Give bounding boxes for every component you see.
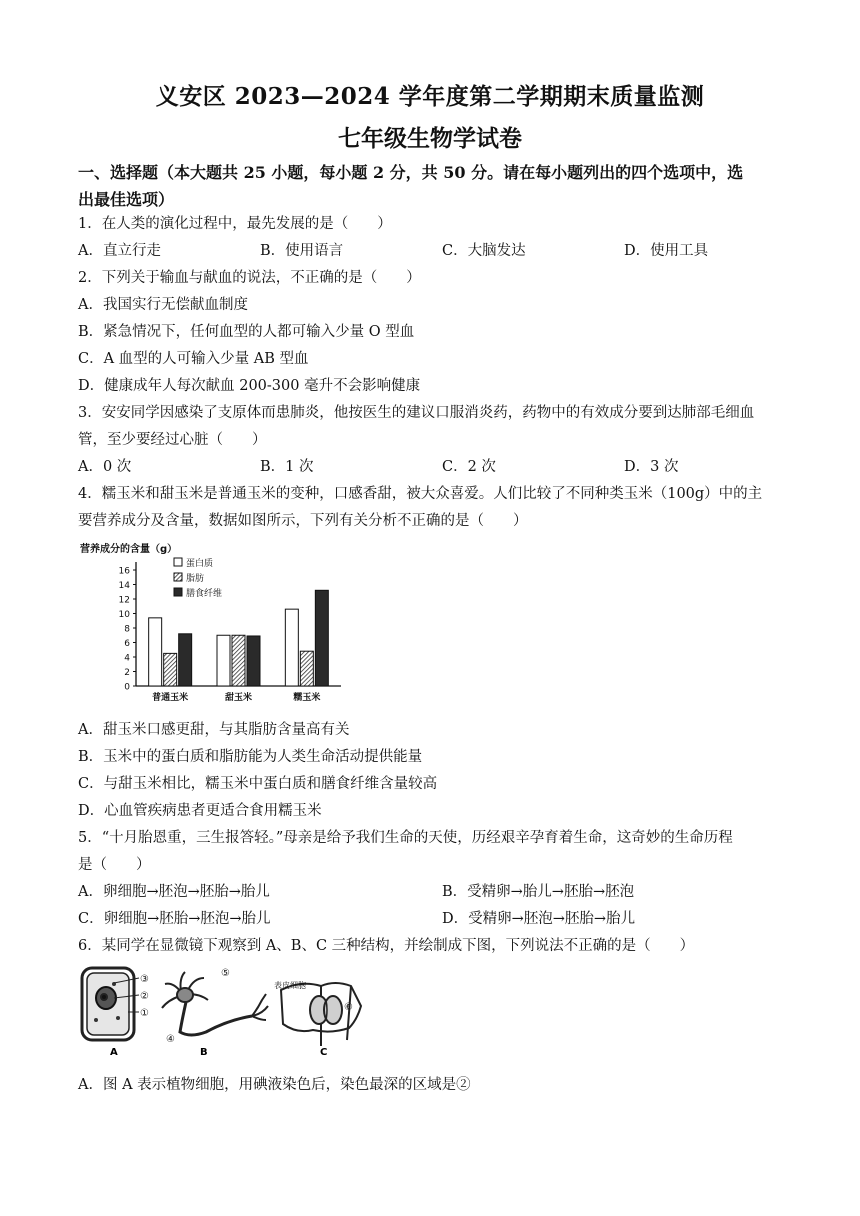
figure-a-plant-cell (82, 968, 139, 1040)
bar-1-1 (232, 635, 245, 686)
q4-option-c: C．与甜玉米相比，糯玉米中蛋白质和膳食纤维含量较高 (78, 776, 438, 792)
x-category-label: 糯玉米 (293, 693, 321, 703)
legend-label: 蛋白质 (186, 559, 214, 569)
y-tick-label: 12 (118, 595, 130, 606)
q3-option-b: B．1 次 (260, 459, 314, 475)
section-heading-line2: 出最佳选项） (78, 190, 175, 209)
x-category-label: 普通玉米 (152, 693, 189, 703)
figure-b-neuron (162, 972, 268, 1035)
q6-stem: 6．某同学在显微镜下观察到 A、B、C 三种结构，并绘制成下图，下列说法不正确的是（ ） (78, 938, 695, 954)
legend-label: 脂肪 (186, 574, 205, 584)
chart-x-labels (152, 691, 320, 703)
label-4: ④ (166, 1034, 175, 1045)
q3-option-a: A．0 次 (78, 459, 132, 475)
q5-option-c: C．卵细胞→胚胎→胚泡→胎儿 (78, 911, 271, 927)
q3-stem-line2: 管，至少要经过心脏（ ） (78, 432, 267, 448)
nutrition-bar-chart (76, 540, 351, 706)
label-6: ⑥ (344, 1002, 353, 1013)
q4-option-d: D．心血管疾病患者更适合食用糯玉米 (78, 803, 322, 819)
chart-y-ticks (119, 567, 136, 693)
q2-option-b: B．紧急情况下，任何血型的人都可输入少量 O 型血 (78, 324, 415, 340)
bar-0-0 (149, 618, 162, 686)
label-1: ① (140, 1008, 149, 1019)
q1-option-b: B．使用语言 (260, 243, 344, 259)
label-3: ③ (140, 974, 149, 985)
legend-swatch (174, 573, 182, 581)
y-tick-label: 10 (118, 610, 130, 620)
q1-option-d: D．使用工具 (624, 243, 709, 259)
legend-swatch (174, 558, 182, 566)
legend-swatch (174, 588, 182, 596)
q5-option-d: D．受精卵→胚泡→胚胎→胎儿 (442, 911, 636, 927)
q1-option-c: C．大脑发达 (442, 243, 526, 259)
q4-option-b: B．玉米中的蛋白质和脂肪能为人类生命活动提供能量 (78, 749, 423, 765)
q1-option-a: A．直立行走 (78, 243, 161, 259)
y-tick-label: 0 (124, 682, 130, 693)
y-tick-label: 4 (124, 653, 130, 664)
q2-option-c: C．A 血型的人可输入少量 AB 型血 (78, 351, 309, 367)
figure-c-epidermis (281, 983, 361, 1046)
figure-label-a: A (110, 1047, 118, 1058)
x-category-label: 甜玉米 (224, 693, 253, 703)
chart-legend (174, 557, 222, 599)
q5-option-a: A．卵细胞→胚泡→胚胎→胎儿 (78, 884, 270, 900)
y-tick-label: 14 (118, 581, 130, 591)
bar-2-1 (300, 651, 313, 686)
q5-stem-line2: 是（ ） (78, 857, 151, 873)
q2-option-a: A．我国实行无偿献血制度 (78, 297, 248, 313)
bar-1-2 (247, 636, 260, 686)
chart-title: 营养成分的含量（g） (80, 544, 178, 555)
y-tick-label: 2 (124, 668, 130, 678)
bar-0-1 (164, 653, 177, 686)
bar-0-2 (179, 634, 192, 686)
bar-2-0 (285, 609, 298, 686)
q3-stem-line1: 3．安安同学因感染了支原体而患肺炎，他按医生的建议口服消炎药，药物中的有效成分要到达肺部毛细血 (78, 405, 755, 421)
label-2: ② (140, 991, 149, 1002)
y-tick-label: 16 (118, 566, 130, 577)
y-tick-label: 6 (124, 639, 130, 649)
label-epidermal-cell: 表皮细胞 (274, 981, 306, 990)
bar-2-2 (315, 590, 328, 686)
cell-structures-figure (76, 962, 376, 1062)
bar-1-0 (217, 635, 230, 686)
legend-label: 膳食纤维 (186, 589, 223, 599)
q2-stem: 2．下列关于输血与献血的说法，不正确的是（ ） (78, 270, 421, 286)
q4-stem-line1: 4．糯玉米和甜玉米是普通玉米的变种，口感香甜，被大众喜爱。人们比较了不同种类玉米（100g）中的主 (78, 486, 763, 502)
q1-stem: 1．在人类的演化过程中，最先发展的是（ ） (78, 216, 392, 232)
label-5: ⑤ (221, 968, 230, 979)
page-subtitle: 七年级生物学试卷 (338, 125, 522, 152)
q4-stem-line2: 要营养成分及含量，数据如图所示，下列有关分析不正确的是（ ） (78, 513, 528, 529)
q3-option-c: C．2 次 (442, 459, 496, 475)
section-heading (78, 159, 788, 213)
section-heading-line1: 一、选择题（本大题共 25 小题，每小题 2 分，共 50 分。请在每小题列出的四个选项中，选 (78, 163, 744, 182)
q3-option-d: D．3 次 (624, 459, 679, 475)
figure-a-number-labels (140, 974, 149, 1019)
q5-option-b: B．受精卵→胎儿→胚胎→胚泡 (442, 884, 635, 900)
q6-option-a: A．图 A 表示植物细胞，用碘液染色后，染色最深的区域是② (78, 1077, 471, 1093)
figure-label-b: B (200, 1047, 208, 1058)
y-tick-label: 8 (124, 624, 130, 635)
figure-label-c: C (320, 1047, 328, 1058)
q5-stem-line1: 5．“十月胎恩重，三生报答轻。”母亲是给予我们生命的天使，历经艰辛孕育着生命，这奇妙的生命历程 (78, 830, 733, 846)
chart-bars (149, 590, 329, 686)
q4-option-a: A．甜玉米口感更甜，与其脂肪含量高有关 (78, 722, 350, 738)
page-title: 义安区 2023—2024 学年度第二学期期末质量监测 (155, 83, 705, 110)
q2-option-d: D．健康成年人每次献血 200-300 毫升不会影响健康 (78, 378, 421, 394)
